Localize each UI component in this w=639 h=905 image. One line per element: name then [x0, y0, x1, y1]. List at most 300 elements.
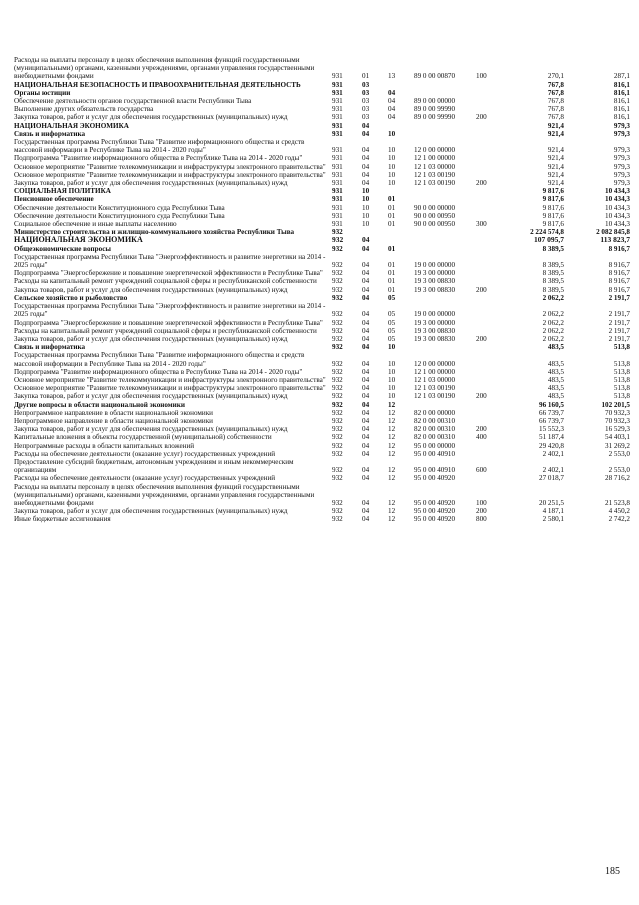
row-amount-year1: 66 739,7 — [539, 416, 564, 425]
row-amount-year2: 21 523,8 — [605, 498, 630, 507]
row-amount-year1: 2 062,2 — [542, 293, 564, 302]
row-vr — [476, 122, 498, 130]
row-rz: 04 — [362, 310, 370, 319]
row-amount-year2: 816,1 — [613, 88, 630, 97]
row-pr: 04 — [388, 97, 396, 106]
row-csr: 19 3 00 08830 — [414, 285, 456, 294]
row-csr — [414, 245, 476, 253]
row-pr: 12 — [388, 466, 396, 475]
row-amount-year2: 2 191,7 — [608, 318, 630, 327]
table-row — [14, 294, 630, 302]
row-rz: 04 — [362, 449, 370, 458]
table-row — [14, 335, 630, 343]
row-rz: 04 — [362, 343, 370, 352]
row-glv: 931 — [332, 146, 343, 155]
row-pr: 10 — [388, 162, 396, 171]
row-csr: 89 0 00 99990 — [414, 105, 456, 114]
row-name: Связь и информатика — [14, 129, 86, 138]
row-rz: 03 — [362, 105, 370, 114]
row-vr — [476, 302, 498, 318]
row-vr — [476, 294, 498, 302]
row-amount-year1: 483,5 — [547, 367, 564, 376]
row-pr: 05 — [388, 326, 396, 335]
row-amount-year2: 70 932,3 — [605, 416, 630, 425]
row-amount-year1: 483,5 — [547, 392, 564, 401]
row-rz: 04 — [362, 433, 370, 442]
row-pr: 12 — [388, 433, 396, 442]
row-pr: 10 — [388, 392, 396, 401]
row-pr: 05 — [388, 334, 396, 343]
row-amount-year1: 96 160,5 — [539, 400, 564, 409]
row-rz: 04 — [362, 269, 370, 278]
row-amount-year2: 513,8 — [613, 359, 630, 368]
row-csr: 12 1 03 00190 — [414, 392, 456, 401]
row-vr — [476, 442, 498, 450]
table-row — [14, 401, 630, 409]
row-amount-year1: 66 739,7 — [539, 408, 564, 417]
row-csr: 12 1 03 00000 — [414, 375, 456, 384]
row-name: НАЦИОНАЛЬНАЯ ЭКОНОМИКА — [14, 235, 143, 245]
row-pr: 01 — [388, 203, 396, 212]
row-vr: 100 — [476, 72, 487, 81]
row-name: Иные бюджетные ассигнования — [14, 515, 111, 524]
row-name: Подпрограмма "Развитие информационного общества в Республике Тыва на 2014 - 2020 годы" — [14, 367, 303, 376]
row-pr: 01 — [388, 261, 396, 270]
row-amount-year2: 979,3 — [613, 154, 630, 163]
row-glv: 932 — [332, 326, 343, 335]
table-row — [14, 417, 630, 425]
row-csr: 95 0 00 40920 — [414, 515, 456, 524]
row-glv: 932 — [332, 310, 343, 319]
row-vr: 200 — [476, 507, 487, 516]
row-pr: 01 — [388, 244, 396, 253]
table-row — [14, 187, 630, 195]
row-csr: 82 0 00 00310 — [414, 416, 456, 425]
row-name: Сельское хозяйство и рыболовство — [14, 293, 128, 302]
row-amount-year1: 4 187,1 — [542, 507, 564, 516]
row-pr: 04 — [388, 105, 396, 114]
row-glv: 931 — [332, 97, 343, 106]
row-amount-year2: 16 529,3 — [605, 425, 630, 434]
table-row — [14, 138, 630, 154]
row-vr — [476, 417, 498, 425]
row-amount-year1: 921,4 — [547, 179, 564, 188]
table-row — [14, 458, 630, 474]
row-csr — [414, 195, 476, 203]
row-glv: 932 — [332, 285, 343, 294]
row-vr — [476, 171, 498, 179]
row-amount-year1: 107 095,7 — [534, 235, 564, 245]
row-name: Капитальные вложения в объекты государственной (муниципальной) собственности — [14, 433, 272, 442]
row-name: Государственная программа Республики Тыва "Развитие информационного общества и средств массовой информации в Республике Тыва на 2014 - 2020 годы" — [14, 138, 305, 155]
row-vr — [476, 204, 498, 212]
row-csr — [414, 236, 476, 244]
row-glv: 931 — [332, 88, 343, 97]
row-name: Предоставление субсидий бюджетным, автономным учреждениям и иным некоммерческим организациям — [14, 457, 294, 475]
row-glv: 932 — [332, 261, 343, 270]
row-csr: 82 0 00 00000 — [414, 408, 456, 417]
row-amount-year1: 2 402,1 — [542, 466, 564, 475]
row-rz: 04 — [362, 515, 370, 524]
row-vr: 200 — [476, 113, 487, 122]
row-amount-year1: 9 817,6 — [542, 211, 564, 220]
row-amount-year1: 483,5 — [547, 384, 564, 393]
row-amount-year1: 767,8 — [547, 113, 564, 122]
row-glv: 932 — [332, 367, 343, 376]
row-rz: 04 — [362, 326, 370, 335]
row-amount-year1: 9 817,6 — [542, 220, 564, 229]
row-rz: 03 — [362, 113, 370, 122]
row-vr — [476, 187, 498, 195]
row-csr: 95 0 00 40920 — [414, 474, 456, 483]
table-row — [14, 433, 630, 441]
row-name: Закупка товаров, работ и услуг для обеспечения государственных (муниципальных) нужд — [14, 179, 288, 188]
row-vr — [476, 376, 498, 384]
row-name: Другие вопросы в области национальной экономики — [14, 400, 186, 409]
budget-table — [14, 56, 630, 524]
row-rz: 01 — [362, 72, 370, 81]
row-name: Пенсионное обеспечение — [14, 195, 94, 204]
row-glv: 932 — [332, 466, 343, 475]
table-row — [14, 269, 630, 277]
row-pr: 12 — [388, 515, 396, 524]
row-amount-year1: 483,5 — [547, 375, 564, 384]
row-csr — [414, 228, 476, 236]
row-amount-year2: 287,1 — [613, 72, 630, 81]
row-csr: 95 0 00 40910 — [414, 449, 456, 458]
table-row — [14, 212, 630, 220]
table-row — [14, 204, 630, 212]
row-amount-year1: 767,8 — [547, 88, 564, 97]
row-name: НАЦИОНАЛЬНАЯ БЕЗОПАСНОСТЬ И ПРАВООХРАНИТЕЛЬНАЯ ДЕЯТЕЛЬНОСТЬ — [14, 80, 301, 89]
row-vr — [476, 401, 498, 409]
row-amount-year1: 2 062,2 — [542, 318, 564, 327]
table-row — [14, 56, 630, 81]
row-amount-year2: 10 434,3 — [605, 195, 630, 204]
row-amount-year2: 2 191,7 — [608, 293, 630, 302]
row-amount-year2: 10 434,3 — [605, 187, 630, 196]
row-amount-year1: 767,8 — [547, 80, 564, 89]
row-csr: 90 0 00 00950 — [414, 220, 456, 229]
row-amount-year2: 2 191,7 — [608, 334, 630, 343]
row-name: Основное мероприятие "Развитие телекоммуникации и инфраструктуры электронного правительства" — [14, 375, 326, 384]
row-vr — [476, 319, 498, 327]
row-rz: 10 — [362, 195, 370, 204]
row-vr — [476, 130, 498, 138]
table-row — [14, 89, 630, 97]
row-glv: 932 — [332, 359, 343, 368]
table-row — [14, 253, 630, 269]
row-name: Выполнение других обязательств государства — [14, 105, 154, 114]
row-rz: 04 — [362, 261, 370, 270]
table-row — [14, 105, 630, 113]
row-glv: 931 — [332, 72, 343, 81]
row-glv: 932 — [332, 515, 343, 524]
row-rz: 04 — [362, 507, 370, 516]
row-amount-year1: 8 389,5 — [542, 269, 564, 278]
row-amount-year2: 28 716,2 — [605, 474, 630, 483]
row-amount-year1: 20 251,5 — [539, 498, 564, 507]
row-csr: 12 0 00 00000 — [414, 146, 456, 155]
row-csr: 89 0 00 00000 — [414, 97, 456, 106]
table-row — [14, 351, 630, 367]
row-rz: 10 — [362, 211, 370, 220]
row-vr: 300 — [476, 220, 487, 229]
row-rz: 04 — [362, 129, 370, 138]
row-glv: 931 — [332, 195, 343, 204]
row-glv: 931 — [332, 129, 343, 138]
row-glv: 932 — [332, 416, 343, 425]
table-row — [14, 97, 630, 105]
table-row — [14, 195, 630, 203]
row-vr: 100 — [476, 498, 487, 507]
row-name: Непрограммные расходы в области капитальных вложений — [14, 441, 195, 450]
row-rz: 04 — [362, 375, 370, 384]
table-row — [14, 81, 630, 89]
row-amount-year2: 979,3 — [613, 121, 630, 130]
row-name: СОЦИАЛЬНАЯ ПОЛИТИКА — [14, 187, 111, 196]
row-glv: 932 — [332, 343, 343, 352]
row-csr: 12 0 00 00000 — [414, 359, 456, 368]
row-amount-year2: 4 450,2 — [608, 507, 630, 516]
row-pr: 04 — [388, 88, 396, 97]
row-vr — [476, 163, 498, 171]
row-glv: 932 — [332, 293, 343, 302]
row-pr: 12 — [388, 400, 396, 409]
table-row — [14, 302, 630, 318]
row-amount-year2: 816,1 — [613, 105, 630, 114]
row-glv: 931 — [332, 220, 343, 229]
row-pr: 12 — [388, 425, 396, 434]
row-pr: 13 — [388, 72, 396, 81]
row-pr: 05 — [388, 293, 396, 302]
row-csr: 12 1 00 00000 — [414, 154, 456, 163]
row-glv: 932 — [332, 441, 343, 450]
row-name: Закупка товаров, работ и услуг для обеспечения государственных (муниципальных) нужд — [14, 507, 288, 516]
row-amount-year2: 102 201,5 — [601, 400, 630, 409]
row-glv: 932 — [332, 498, 343, 507]
row-csr — [414, 187, 476, 195]
row-vr — [476, 81, 498, 89]
row-pr: 12 — [388, 474, 396, 483]
row-csr: 82 0 00 00310 — [414, 425, 456, 434]
row-name: Министерство строительства и жилищно-коммунального хозяйства Республики Тыва — [14, 228, 295, 237]
row-amount-year2: 8 916,7 — [608, 261, 630, 270]
row-rz: 04 — [362, 146, 370, 155]
row-csr: 95 0 00 00000 — [414, 441, 456, 450]
row-name: Расходы на выплаты персоналу в целях обеспечения выполнения функций государственными (муниципальными) органами, казенными учреждениями, органами управления государственными внебюджетными фондами — [14, 56, 315, 81]
row-csr: 19 3 00 08830 — [414, 326, 456, 335]
row-rz: 04 — [362, 285, 370, 294]
row-rz: 04 — [362, 235, 370, 245]
row-csr: 19 0 00 00000 — [414, 310, 456, 319]
row-name: Закупка товаров, работ и услуг для обеспечения государственных (муниципальных) нужд — [14, 392, 288, 401]
row-rz: 10 — [362, 187, 370, 196]
row-pr: 10 — [388, 170, 396, 179]
row-name: Обеспечение деятельности Конституционного суда Республики Тыва — [14, 211, 225, 220]
table-row — [14, 122, 630, 130]
table-row — [14, 368, 630, 376]
row-pr: 01 — [388, 269, 396, 278]
row-pr: 10 — [388, 384, 396, 393]
row-amount-year1: 2 062,2 — [542, 334, 564, 343]
row-amount-year1: 8 389,5 — [542, 285, 564, 294]
row-amount-year2: 979,3 — [613, 179, 630, 188]
row-vr: 800 — [476, 515, 487, 524]
row-vr: 600 — [476, 466, 487, 475]
row-vr: 200 — [476, 285, 487, 294]
row-vr — [476, 212, 498, 220]
table-row — [14, 319, 630, 327]
row-rz: 04 — [362, 498, 370, 507]
row-amount-year2: 2 191,7 — [608, 310, 630, 319]
row-rz: 03 — [362, 88, 370, 97]
row-amount-year1: 270,1 — [547, 72, 564, 81]
table-row — [14, 163, 630, 171]
row-amount-year2: 2 553,0 — [608, 466, 630, 475]
row-glv: 932 — [332, 277, 343, 286]
table-row — [14, 507, 630, 515]
row-glv: 932 — [332, 474, 343, 483]
row-glv: 931 — [332, 105, 343, 114]
row-name: Социальное обеспечение и иные выплаты населению — [14, 220, 177, 229]
row-glv: 932 — [332, 244, 343, 253]
row-amount-year2: 979,3 — [613, 162, 630, 171]
row-csr — [414, 294, 476, 302]
row-glv: 931 — [332, 187, 343, 196]
row-csr: 12 1 03 00190 — [414, 384, 456, 393]
row-vr — [476, 228, 498, 236]
row-vr — [476, 474, 498, 482]
row-amount-year1: 8 389,5 — [542, 261, 564, 270]
table-row — [14, 376, 630, 384]
row-rz: 04 — [362, 334, 370, 343]
row-amount-year1: 921,4 — [547, 154, 564, 163]
row-vr — [476, 277, 498, 285]
row-name: Органы юстиции — [14, 88, 71, 97]
table-row — [14, 286, 630, 294]
row-csr: 19 3 00 08830 — [414, 334, 456, 343]
row-rz: 04 — [362, 359, 370, 368]
row-amount-year2: 2 553,0 — [608, 449, 630, 458]
row-rz: 04 — [362, 474, 370, 483]
row-glv: 931 — [332, 211, 343, 220]
table-row — [14, 236, 630, 244]
row-name: Расходы на обеспечение деятельности (оказание услуг) государственных учреждений — [14, 474, 276, 483]
row-vr — [476, 89, 498, 97]
row-glv: 932 — [332, 408, 343, 417]
row-rz: 04 — [362, 179, 370, 188]
row-amount-year2: 113 823,7 — [600, 235, 630, 245]
row-rz: 03 — [362, 80, 370, 89]
row-amount-year2: 979,3 — [613, 146, 630, 155]
row-rz: 04 — [362, 277, 370, 286]
row-csr: 90 0 00 00000 — [414, 203, 456, 212]
row-amount-year1: 15 552,3 — [539, 425, 564, 434]
row-pr: 10 — [388, 343, 396, 352]
row-name: НАЦИОНАЛЬНАЯ ЭКОНОМИКА — [14, 121, 129, 130]
row-amount-year1: 767,8 — [547, 105, 564, 114]
row-vr — [476, 384, 498, 392]
row-glv: 932 — [332, 375, 343, 384]
row-rz: 03 — [362, 97, 370, 106]
row-glv: 931 — [332, 80, 343, 89]
row-glv: 932 — [332, 384, 343, 393]
row-rz: 04 — [362, 384, 370, 393]
row-amount-year2: 54 403,1 — [605, 433, 630, 442]
row-csr — [414, 89, 476, 97]
row-rz: 04 — [362, 367, 370, 376]
row-glv: 931 — [332, 154, 343, 163]
row-pr — [388, 187, 414, 195]
row-pr: 01 — [388, 220, 396, 229]
row-amount-year1: 8 389,5 — [542, 277, 564, 286]
table-row — [14, 130, 630, 138]
row-name: Связь и информатика — [14, 343, 86, 352]
row-pr: 12 — [388, 408, 396, 417]
row-glv: 932 — [332, 318, 343, 327]
row-amount-year2: 2 742,2 — [608, 515, 630, 524]
row-rz: 04 — [362, 416, 370, 425]
row-csr: 95 0 00 40920 — [414, 498, 456, 507]
table-row — [14, 113, 630, 121]
row-vr: 200 — [476, 334, 487, 343]
row-amount-year2: 979,3 — [613, 170, 630, 179]
row-amount-year1: 483,5 — [547, 343, 564, 352]
row-amount-year1: 921,4 — [547, 146, 564, 155]
row-name: Закупка товаров, работ и услуг для обеспечения государственных (муниципальных) нужд — [14, 334, 288, 343]
row-rz: 04 — [362, 293, 370, 302]
row-name: Расходы на капитальный ремонт учреждений социальной сферы и республиканской собственности — [14, 277, 317, 286]
table-row — [14, 171, 630, 179]
row-pr — [388, 228, 414, 236]
row-pr: 10 — [388, 146, 396, 155]
table-row — [14, 245, 630, 253]
row-pr — [388, 236, 414, 244]
row-name: Основное мероприятие "Развитие телекоммуникации и инфраструктуры электронного правительства" — [14, 384, 326, 393]
row-amount-year2: 31 269,2 — [605, 441, 630, 450]
row-pr — [388, 122, 414, 130]
row-name: Закупка товаров, работ и услуг для обеспечения государственных (муниципальных) нужд — [14, 285, 288, 294]
row-amount-year2: 70 932,3 — [605, 408, 630, 417]
row-csr: 12 1 00 00000 — [414, 367, 456, 376]
row-pr: 10 — [388, 359, 396, 368]
row-pr: 01 — [388, 211, 396, 220]
row-csr — [414, 122, 476, 130]
table-row — [14, 343, 630, 351]
row-pr: 05 — [388, 318, 396, 327]
table-row — [14, 327, 630, 335]
row-amount-year2: 816,1 — [613, 113, 630, 122]
row-pr: 12 — [388, 416, 396, 425]
row-amount-year2: 513,8 — [613, 375, 630, 384]
row-amount-year1: 9 817,6 — [542, 195, 564, 204]
row-amount-year1: 2 580,1 — [542, 515, 564, 524]
row-name: Обеспечение деятельности органов государственной власти Республики Тыва — [14, 97, 252, 106]
row-amount-year1: 767,8 — [547, 97, 564, 106]
row-pr: 10 — [388, 367, 396, 376]
row-vr — [476, 236, 498, 244]
row-name: Непрограммное направление в области национальной экономики — [14, 408, 214, 417]
row-amount-year1: 9 817,6 — [542, 203, 564, 212]
row-rz: 04 — [362, 392, 370, 401]
row-pr — [388, 81, 414, 89]
row-amount-year2: 979,3 — [613, 129, 630, 138]
row-amount-year1: 2 402,1 — [542, 449, 564, 458]
row-csr: 12 1 03 00190 — [414, 179, 456, 188]
row-csr: 12 1 03 00000 — [414, 162, 456, 171]
row-csr: 12 1 03 00190 — [414, 170, 456, 179]
